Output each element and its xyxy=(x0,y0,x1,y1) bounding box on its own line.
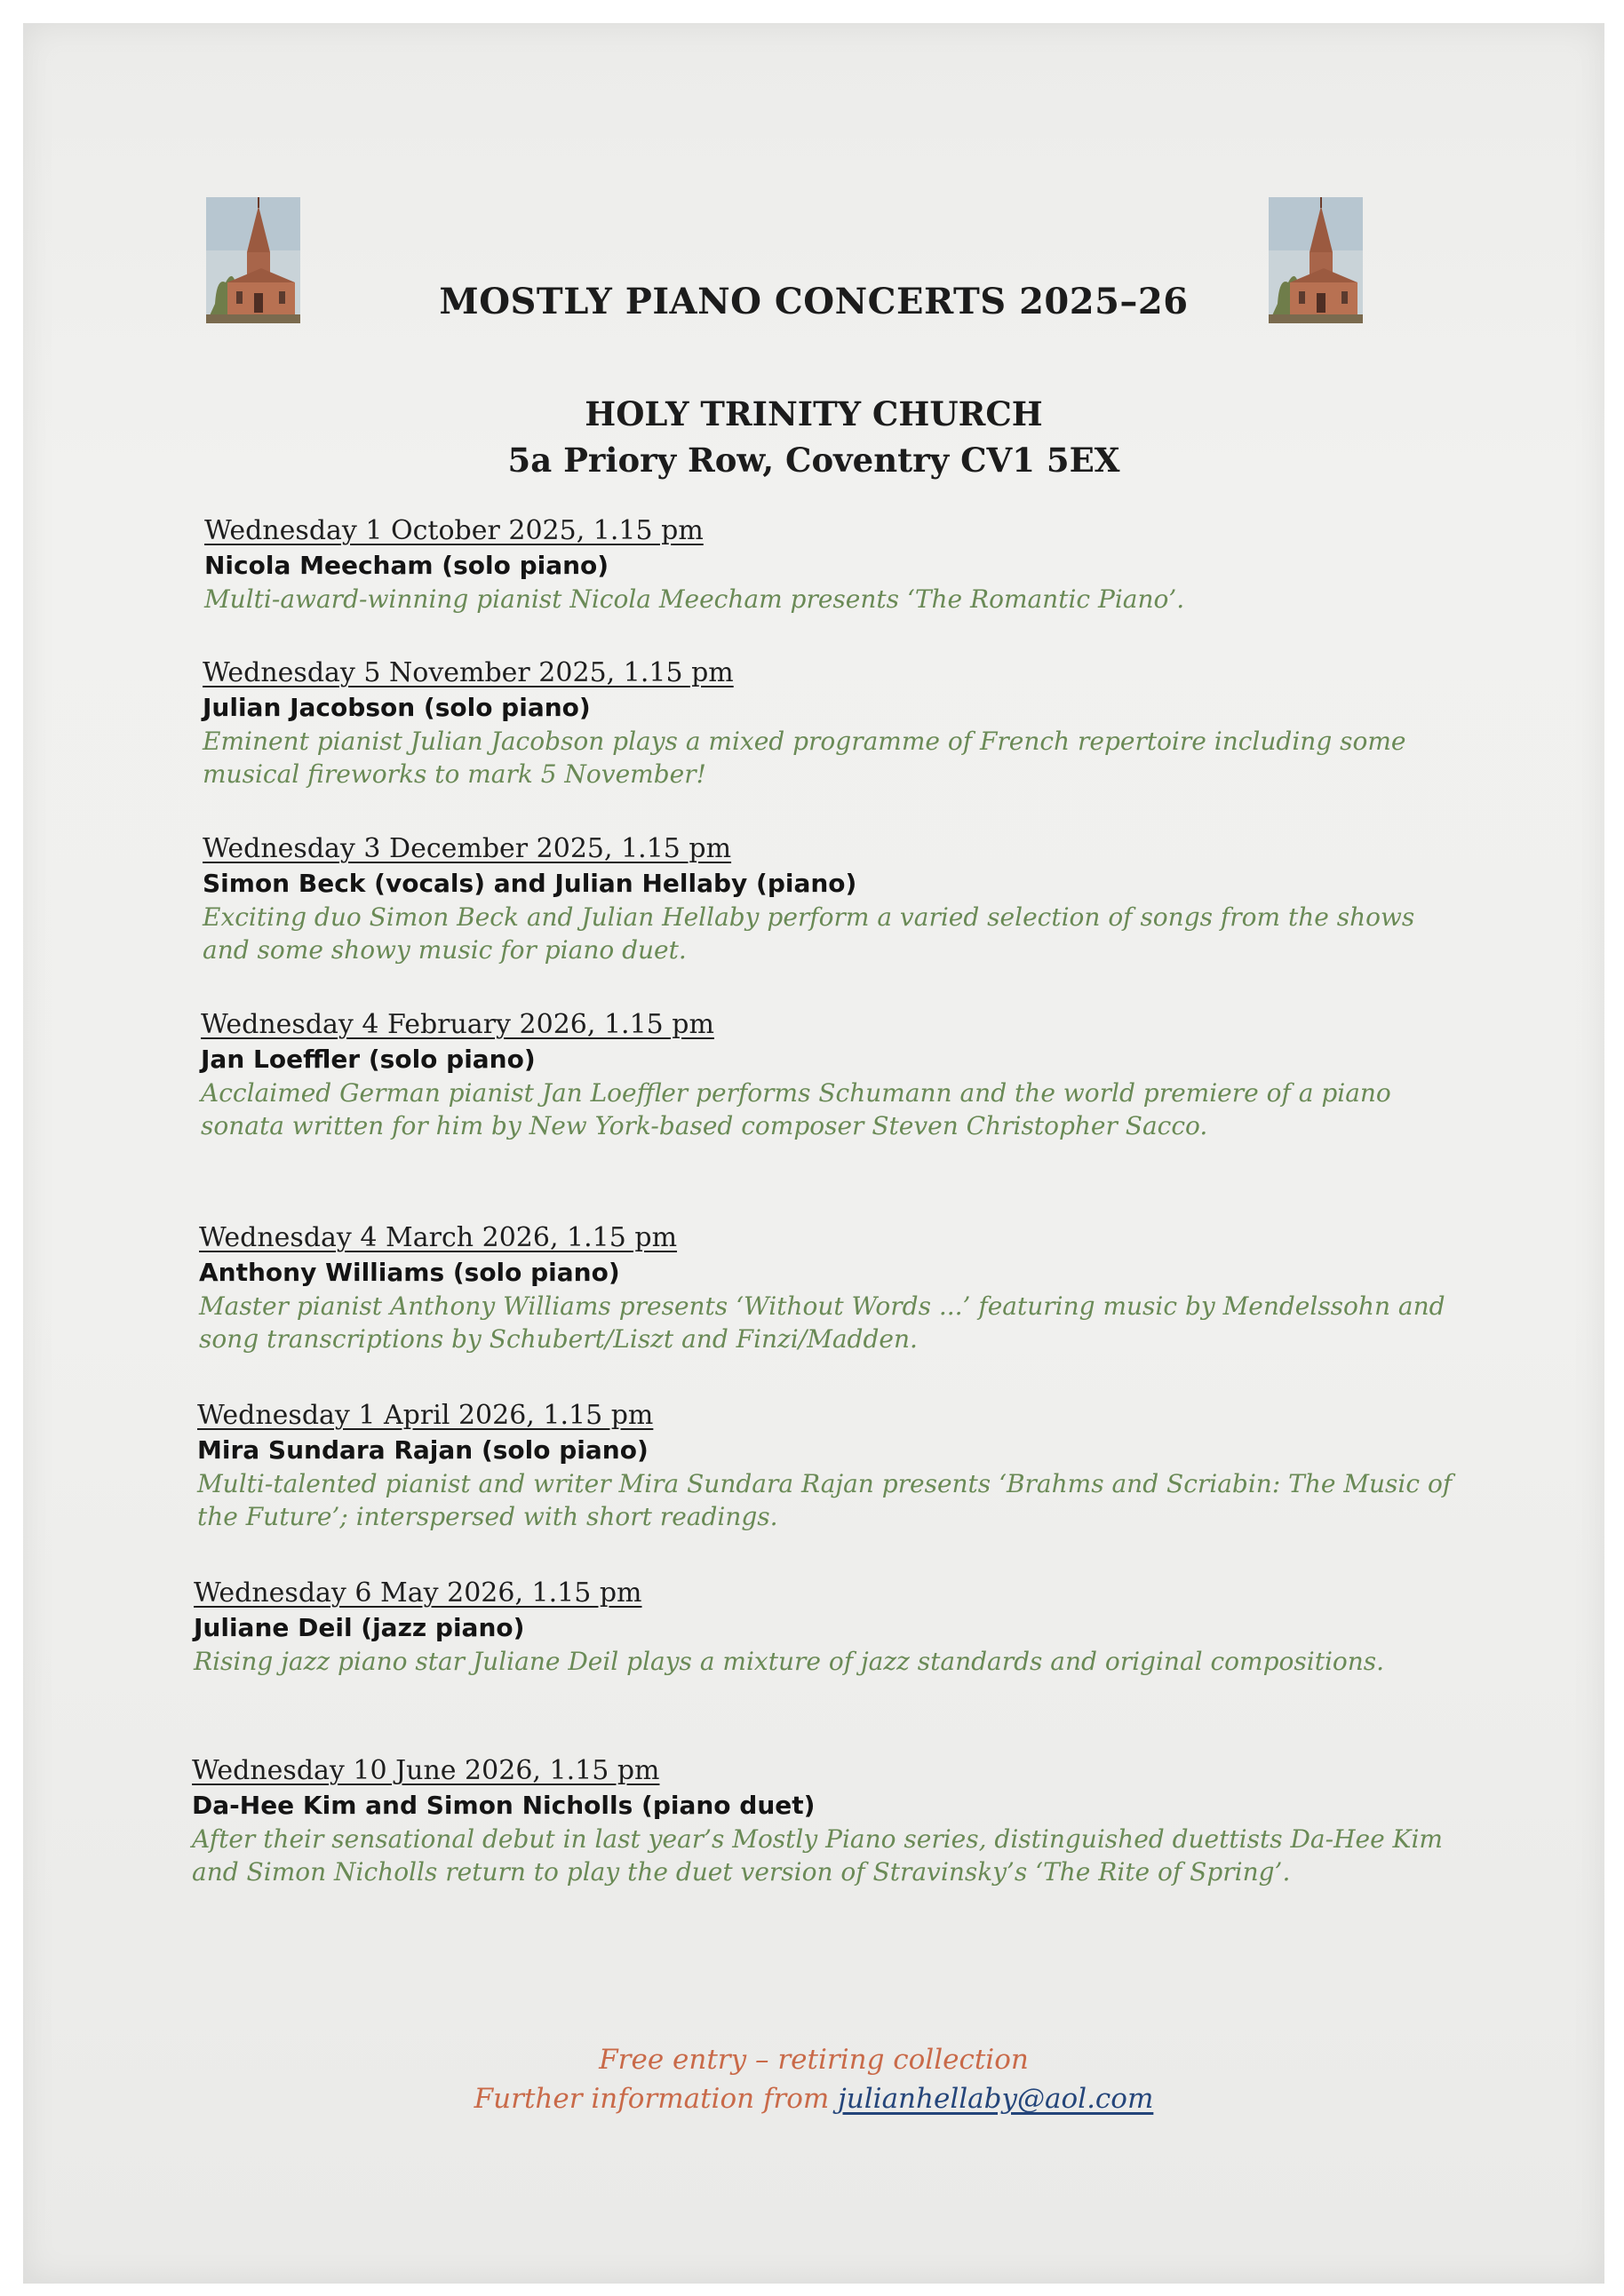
contact-line xyxy=(23,2080,1604,2117)
concert-description: Exciting duo Simon Beck and Julian Hellaby perform a varied selection of songs from the shows and some showy music for piano duet. xyxy=(203,902,1415,965)
concert-date: Wednesday 5 November 2025, 1.15 pm xyxy=(203,657,734,688)
concert-performer: Jan Loeffler (solo piano) xyxy=(201,1045,536,1074)
concert-date: Wednesday 10 June 2026, 1.15 pm xyxy=(192,1755,660,1786)
concert-description: Acclaimed German pianist Jan Loeffler performs Schumann and the world premiere of a piano sonata written for him by New York-based composer Steven Christopher Sacco. xyxy=(201,1078,1391,1140)
concert-date: Wednesday 1 October 2025, 1.15 pm xyxy=(204,515,704,546)
concert-performer: Mira Sundara Rajan (solo piano) xyxy=(197,1435,649,1465)
concert-date: Wednesday 4 March 2026, 1.15 pm xyxy=(199,1222,678,1253)
concert-entry xyxy=(197,1398,1459,1533)
concert-description: Multi-award-winning pianist Nicola Meecham presents ‘The Romantic Piano’. xyxy=(204,584,1185,614)
page-title: MOSTLY PIANO CONCERTS 2025–26 xyxy=(439,281,1189,322)
concert-description: Eminent pianist Julian Jacobson plays a mixed programme of French repertoire including some musical fireworks to mark 5 November! xyxy=(203,727,1406,789)
concert-entry xyxy=(194,1576,1455,1678)
concert-performer: Anthony Williams (solo piano) xyxy=(199,1258,620,1287)
contact-email-link[interactable]: julianhellaby@aol.com xyxy=(838,2083,1154,2115)
concert-entry xyxy=(192,1753,1453,1888)
concert-performer: Juliane Deil (jazz piano) xyxy=(194,1613,525,1642)
contact-prefix: Further information from xyxy=(474,2083,830,2115)
concert-date: Wednesday 6 May 2026, 1.15 pm xyxy=(194,1577,642,1609)
concert-entry xyxy=(199,1220,1461,1355)
concert-date: Wednesday 3 December 2025, 1.15 pm xyxy=(203,833,732,864)
concert-entry xyxy=(201,1007,1462,1142)
entry-note: Free entry – retiring collection xyxy=(599,2044,1029,2076)
concert-date: Wednesday 1 April 2026, 1.15 pm xyxy=(197,1400,654,1431)
concert-entry xyxy=(203,655,1464,790)
concert-entry xyxy=(203,831,1464,966)
venue-address: 5a Priory Row, Coventry CV1 5EX xyxy=(507,441,1120,480)
concert-performer: Nicola Meecham (solo piano) xyxy=(204,551,609,580)
concert-entry xyxy=(204,513,1466,616)
concert-performer: Da-Hee Kim and Simon Nicholls (piano duet) xyxy=(192,1791,816,1820)
concert-flyer xyxy=(23,23,1604,2284)
venue-name: HOLY TRINITY CHURCH xyxy=(585,394,1043,433)
concert-description: Multi-talented pianist and writer Mira Sundara Rajan presents ‘Brahms and Scriabin: The Music of the Future’; interspersed with short readings. xyxy=(197,1469,1453,1531)
concert-date: Wednesday 4 February 2026, 1.15 pm xyxy=(201,1009,714,1040)
concert-description: Master pianist Anthony Williams presents ‘Without Words ...’ featuring music by Mendelssohn and song transcriptions by Schubert/Liszt and Finzi/Madden. xyxy=(199,1291,1445,1354)
concert-description: After their sensational debut in last year’s Mostly Piano series, distinguished duettists Da-Hee Kim and Simon Nicholls return to play the duet version of Stravinsky’s ‘The Rite of Spring’. xyxy=(192,1824,1443,1887)
concert-description: Rising jazz piano star Juliane Deil plays a mixture of jazz standards and original compositions. xyxy=(194,1647,1385,1676)
concert-performer: Simon Beck (vocals) and Julian Hellaby (piano) xyxy=(203,869,857,898)
concert-performer: Julian Jacobson (solo piano) xyxy=(203,693,591,722)
